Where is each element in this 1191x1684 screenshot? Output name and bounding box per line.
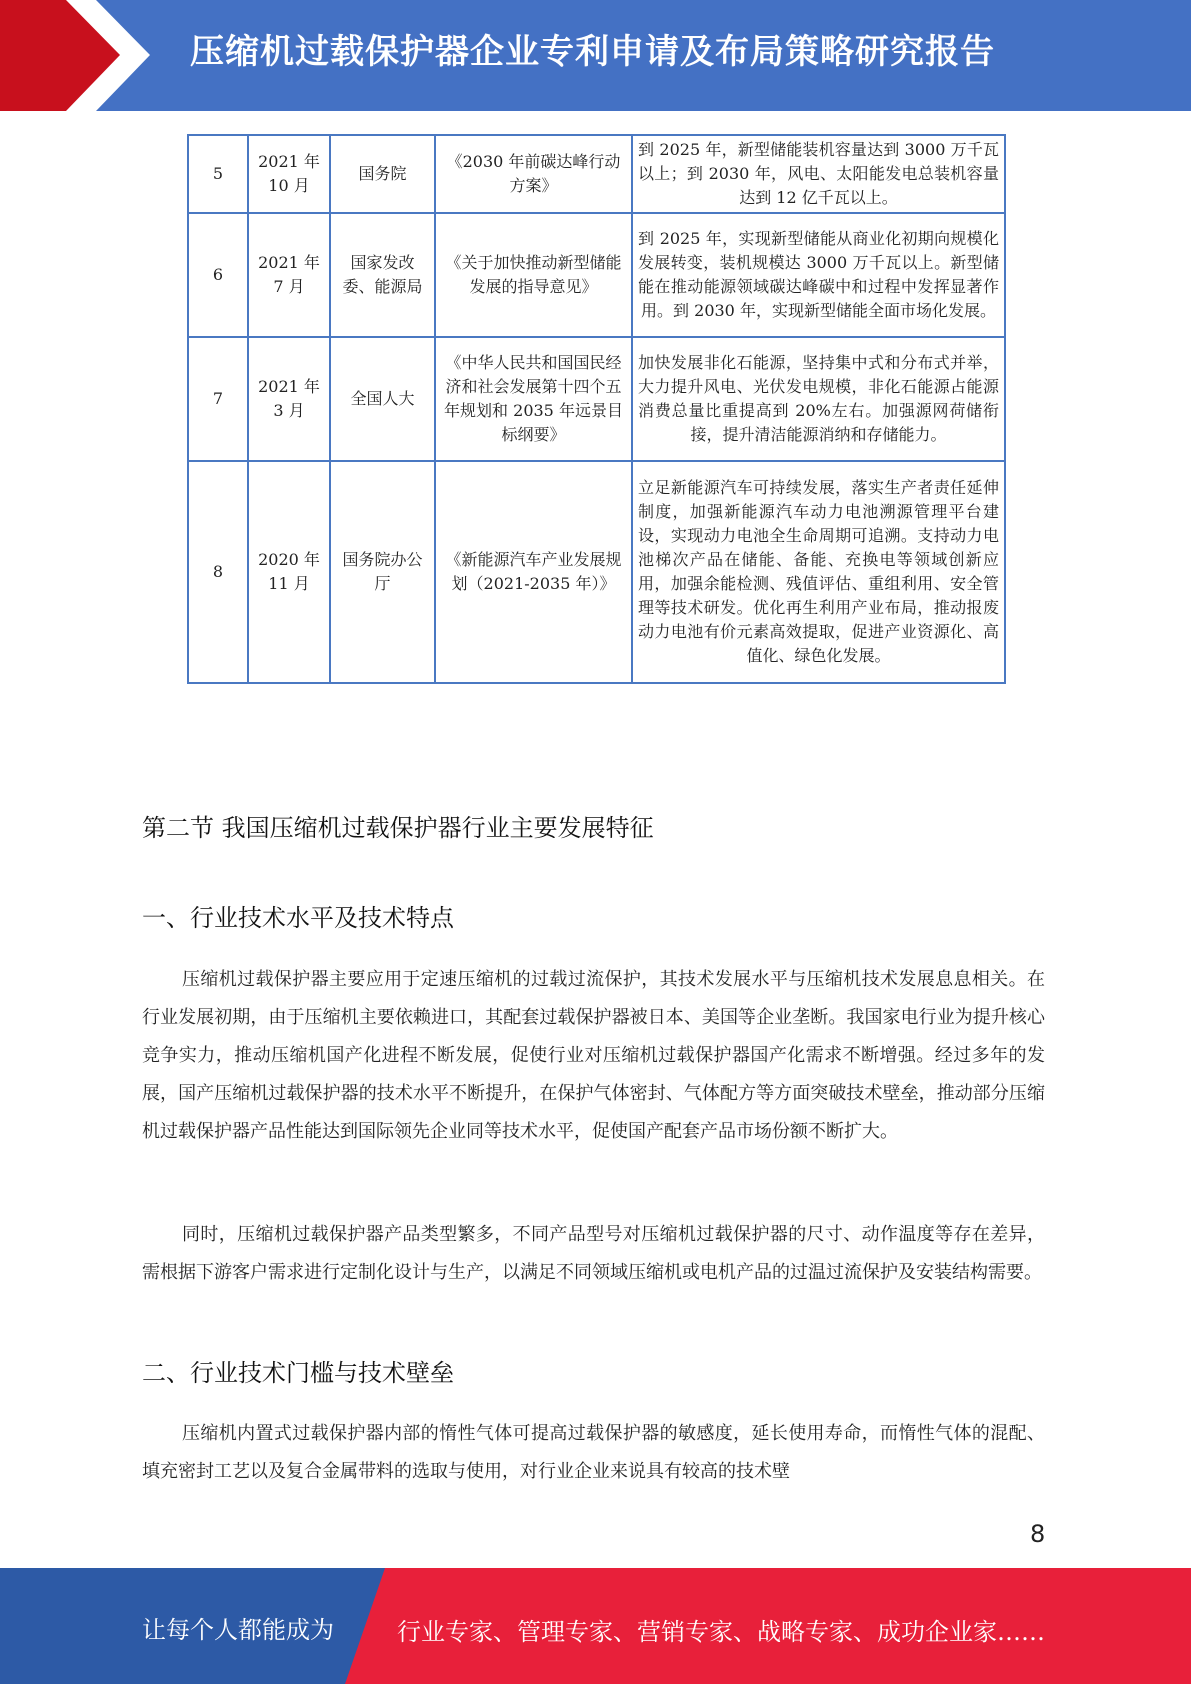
subsection-heading-2: 二、行业技术门槛与技术壁垒 xyxy=(142,1359,454,1387)
paragraph: 压缩机过载保护器主要应用于定速压缩机的过载过流保护，其技术发展水平与压缩机技术发展息息相关。在行业发展初期，由于压缩机主要依赖进口，其配套过载保护器被日本、美国等企业垄断。我国家电行业为提升核心竞争实力，推动压缩机国产化进程不断发展，促使行业对压缩机过载保护器国产化需求不断增强。经过多年的发展，国产压缩机过载保护器的技术水平不断提升，在保护气体密封、气体配方等方面突破技术壁垒，推动部分压缩机过载保护器产品性能达到国际领先企业同等技术水平，促使国产配套产品市场份额不断扩大。 xyxy=(142,969,1045,1142)
footer-slogan-right: 行业专家、管理专家、营销专家、战略专家、成功企业家…… xyxy=(397,1618,1045,1646)
cell-date xyxy=(248,213,330,337)
cell-date-text: 2020 年 11 月 xyxy=(258,550,320,593)
report-title: 压缩机过载保护器企业专利申请及布局策略研究报告 xyxy=(190,32,995,72)
table-row xyxy=(188,337,1005,461)
cell-no: 8 xyxy=(188,461,248,683)
cell-issuer: 国务院办公厅 xyxy=(330,461,435,683)
subsection-heading-1: 一、行业技术水平及技术特点 xyxy=(142,904,454,932)
cell-date-text: 2021 年 7 月 xyxy=(258,253,320,296)
table-row xyxy=(188,461,1005,683)
page-header xyxy=(0,0,1191,111)
cell-no: 5 xyxy=(188,135,248,213)
paragraph: 同时，压缩机过载保护器产品类型繁多，不同产品型号对压缩机过载保护器的尺寸、动作温度等存在差异，需根据下游客户需求进行定制化设计与生产，以满足不同领域压缩机或电机产品的过温过流保护及安装结构需要。 xyxy=(142,1224,1045,1283)
section-heading: 第二节 我国压缩机过载保护器行业主要发展特征 xyxy=(142,814,654,842)
cell-issuer: 国家发改委、能源局 xyxy=(330,213,435,337)
policy-table xyxy=(187,134,1006,684)
page-footer xyxy=(0,1568,1191,1684)
table-row xyxy=(188,135,1005,213)
cell-no: 6 xyxy=(188,213,248,337)
cell-content: 立足新能源汽车可持续发展，落实生产者责任延伸制度，加强新能源汽车动力电池溯源管理平台建设，实现动力电池全生命周期可追溯。支持动力电池梯次产品在储能、备能、充换电等领域创新应用，加强余能检测、残值评估、重组利用、安全管理等技术研发。优化再生利用产业布局，推动报废动力电池有价元素高效提取，促进产业资源化、高值化、绿色化发展。 xyxy=(632,461,1005,683)
cell-content: 到 2025 年，实现新型储能从商业化初期向规模化发展转变，装机规模达 3000 万千瓦以上。新型储能在推动能源领域碳达峰碳中和过程中发挥显著作用。到 2030 年，实现新型储能全面市场化发展。 xyxy=(632,213,1005,337)
cell-date xyxy=(248,461,330,683)
cell-date xyxy=(248,337,330,461)
cell-document: 《2030 年前碳达峰行动方案》 xyxy=(435,135,632,213)
cell-content: 加快发展非化石能源，坚持集中式和分布式并举，大力提升风电、光伏发电规模，非化石能源占能源消费总量比重提高到 20%左右。加强源网荷储衔接，提升清洁能源消纳和存储能力。 xyxy=(632,337,1005,461)
cell-date xyxy=(248,135,330,213)
cell-document: 《新能源汽车产业发展规划（2021-2035 年）》 xyxy=(435,461,632,683)
cell-no: 7 xyxy=(188,337,248,461)
page-number: 8 xyxy=(1030,1520,1046,1548)
cell-date-text: 2021 年 3 月 xyxy=(258,377,320,420)
table-row xyxy=(188,213,1005,337)
cell-document: 《关于加快推动新型储能发展的指导意见》 xyxy=(435,213,632,337)
cell-issuer: 国务院 xyxy=(330,135,435,213)
cell-document: 《中华人民共和国国民经济和社会发展第十四个五年规划和 2035 年远景目标纲要》 xyxy=(435,337,632,461)
cell-date-text: 2021 年 10 月 xyxy=(258,152,320,195)
paragraph: 压缩机内置式过载保护器内部的惰性气体可提高过载保护器的敏感度，延长使用寿命，而惰性气体的混配、填充密封工艺以及复合金属带料的选取与使用，对行业企业来说具有较高的技术壁 xyxy=(142,1423,1045,1482)
cell-content: 到 2025 年，新型储能装机容量达到 3000 万千瓦以上；到 2030 年，风电、太阳能发电总装机容量达到 12 亿千瓦以上。 xyxy=(632,135,1005,213)
cell-issuer: 全国人大 xyxy=(330,337,435,461)
footer-slogan-left: 让每个人都能成为 xyxy=(142,1616,334,1644)
